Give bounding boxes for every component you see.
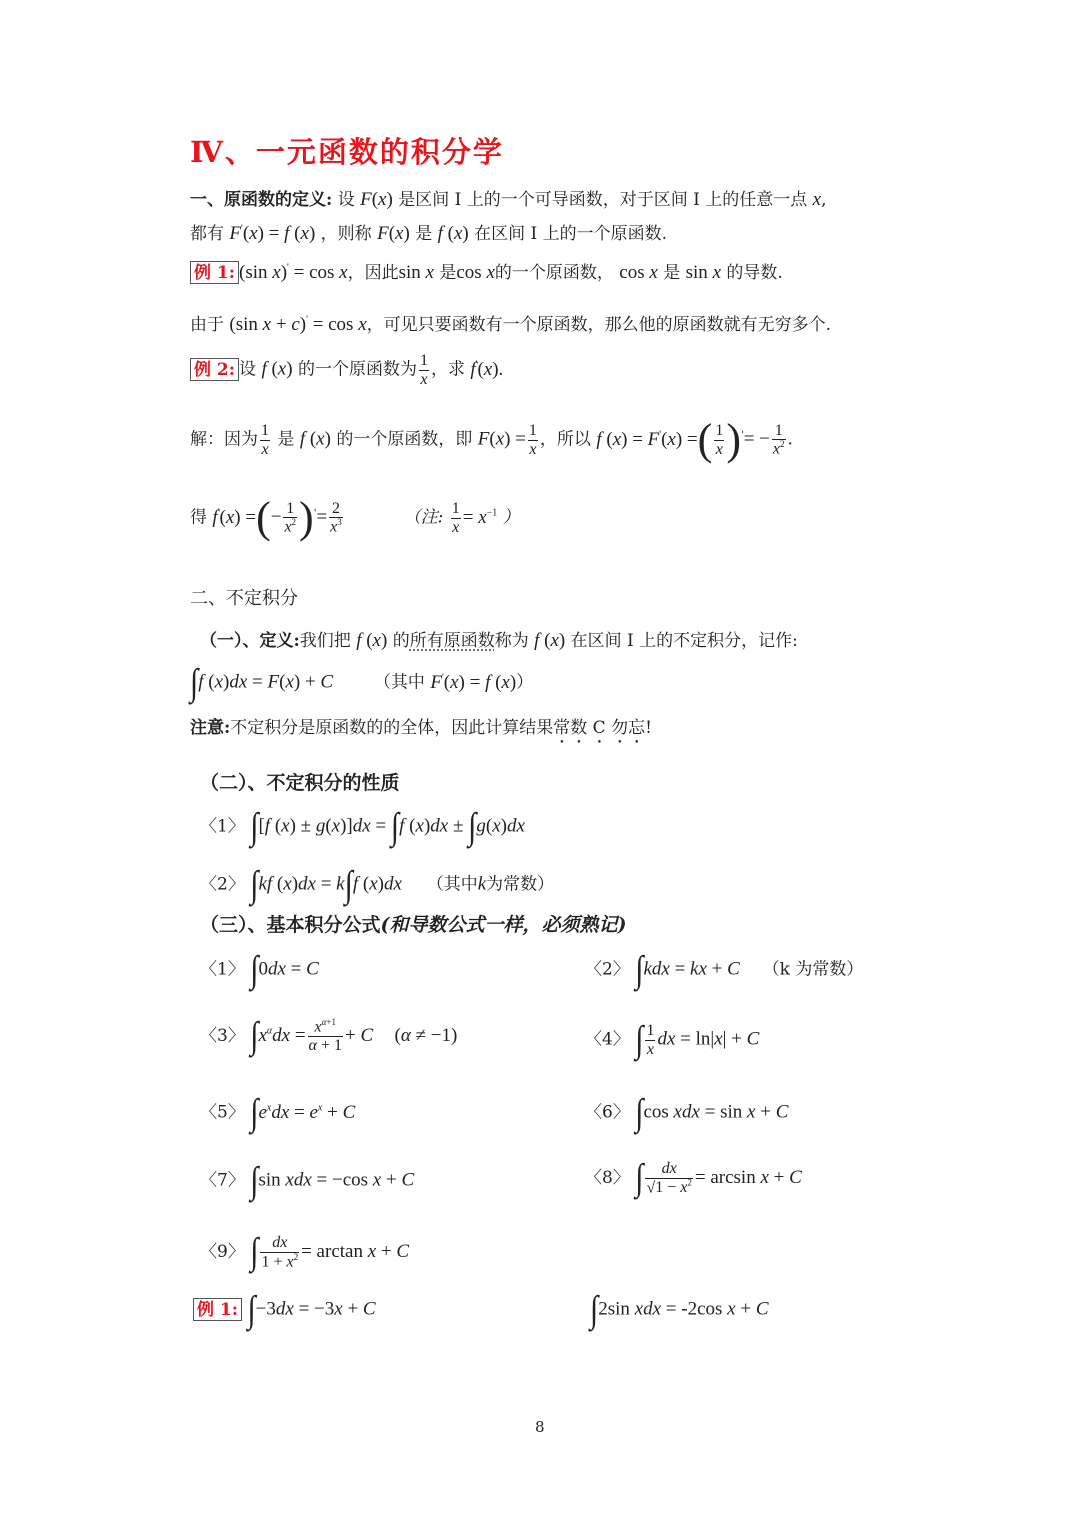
definition-indefinite-line: （一）、定义:我们把 f (x) 的所有原函数称为 f (x) 在区间 I 上的不定积分，记作: (200, 630, 798, 651)
text: 〈9〉 (200, 1241, 245, 1262)
formula-7: 〈7〉 ∫sin xdx = −cos x + C (200, 1159, 415, 1201)
text: 是区间 I 上的一个可导函数，对于区间 I 上的任意一点 (398, 190, 808, 210)
definition-label: （一）、定义: (200, 631, 300, 651)
text: （三）、基本积分公式 (200, 914, 381, 936)
example-1-label: 例 1: (190, 261, 239, 284)
definition-line-1: 一、原函数的定义: 设 F(x) 是区间 I 上的一个可导函数，对于区间 I 上的任意一点 x, (190, 189, 827, 210)
formulas-heading (200, 916, 627, 935)
example-integral-2: ∫2sin xdx = -2cos x + C (590, 1288, 769, 1330)
text: （其中 (426, 874, 478, 895)
formula-4: 〈4〉 ∫ $\frac{1}{x}$ dx = ln|x| + C (585, 1018, 760, 1061)
formula-6: 〈6〉 ∫cos xdx = sin x + C (585, 1091, 789, 1133)
text: 的 (392, 631, 410, 651)
indefinite-integral-formula: ∫f (x)dx = F(x) + C （其中 F'(x) = f (x)） (190, 661, 534, 703)
emphasized-text: 常数 C 勿忘 (553, 718, 646, 738)
text: 〈3〉 (200, 1025, 245, 1046)
text: ，因此 (347, 263, 399, 283)
text: 〈1〉 (200, 959, 245, 980)
section-heading-2: 二、不定积分 (190, 588, 298, 609)
text: ，求 (430, 359, 465, 380)
example-integral-1: 例 1: ∫−3dx = −3x + C (193, 1295, 376, 1325)
solution-line: 解：因为 $\frac{1}{x}$ 是 f (x) 的一个原函数，即 F(x) = $\frac{1}{x}$ ，所以 f (x) = F'(x) =( $\frac{1}{x}$ )'= − $\frac{1}{x^2}$ . (190, 415, 793, 464)
text: ，可见只要函数有一个原函数，那么他的原函数就有无穷多个. (366, 315, 832, 335)
text: （其中 (373, 672, 425, 693)
example-1-line: 例 1: (sin x)' = cos x，因此sin x 是cos x的一个原函数， cos x 是 sin x 的导数. (190, 263, 783, 282)
text: 的一个原函数， (494, 263, 614, 283)
text: 〈6〉 (585, 1102, 630, 1123)
properties-heading: （二）、不定积分的性质 (200, 772, 400, 794)
text: 〈2〉 (200, 874, 245, 895)
text: 〈5〉 (200, 1102, 245, 1123)
text: 是 (439, 263, 457, 283)
formula-1: 〈1〉 ∫0dx = C (200, 948, 319, 990)
example-2-line: 例 2: 设 f (x) 的一个原函数为 $\frac{1}{x}$ ，求 f'(x). (190, 352, 503, 388)
text: 是 (415, 224, 433, 244)
property-1: 〈1〉 ∫[f (x) ± g(x)]dx = ∫f (x)dx ± ∫g(x)dx (200, 805, 525, 847)
text: 〈7〉 (200, 1170, 245, 1191)
page-title: Ⅳ、一元函数的积分学 (190, 135, 504, 169)
formula-9: 〈9〉 ∫ $\frac{dx}{1 + x^2}$ = arctan x + C (200, 1231, 410, 1273)
text: 是 (277, 429, 295, 450)
text: 得 (190, 507, 207, 528)
derivative-line: 得 f'(x) =(− $\frac{1}{x^2}$ )'= $\frac{2}{x^3}$ （注: $\frac{1}{x}$ = $x^{-1}$ ） (190, 493, 520, 542)
text: ，则称 (320, 224, 372, 244)
dotted-emphasis: 所有原函数 (409, 631, 495, 651)
text: (和导数公式一样，必须熟记) (380, 914, 627, 936)
text: 的一个原函数，即 (336, 429, 473, 450)
property-2: 〈2〉 ∫kf (x)dx = k∫f (x)dx （其中k为常数） (200, 863, 555, 905)
text: 〈4〉 (585, 1029, 630, 1050)
remark-line: 由于 (sin x + c)' = cos x，可见只要函数有一个原函数，那么他的原函数就有无穷多个. (190, 314, 832, 335)
note-text: （注: (403, 507, 444, 528)
text: 解：因为 (190, 429, 258, 450)
text: 设 (239, 359, 257, 380)
section-heading-1: 一、原函数的定义: (190, 190, 333, 210)
text: 〈2〉 (585, 959, 630, 980)
text: 设 (337, 190, 355, 210)
text: 由于 (190, 315, 224, 335)
page-number: 8 (535, 1418, 545, 1436)
formula-3: 〈3〉 $\int x^\alpha dx$ = $\frac{x^{\alpha+1}}{\alpha + 1}$ + C (α ≠ −1) (200, 1015, 458, 1057)
formula-5: 〈5〉 $\int e^xdx = e^x + C$ (200, 1091, 356, 1133)
text: ，所以 (539, 429, 591, 450)
note-text: ） (502, 507, 520, 528)
text: 在区间 I 上的一个原函数. (474, 224, 668, 244)
text: 为常数） (486, 874, 555, 895)
example-2-label: 例 2: (190, 358, 239, 381)
text: 〈1〉 (200, 816, 245, 837)
text: 的一个原函数为 (297, 359, 417, 380)
text: 我们把 (299, 631, 351, 651)
text: （k 为常数） (762, 959, 864, 980)
attention-line (190, 718, 652, 748)
text: ! (645, 718, 652, 738)
formula-8: 〈8〉 ∫ $\frac{dx}{√1 - x^2}$ = arcsin x + C (585, 1157, 802, 1199)
example-label: 例 1: (193, 1298, 242, 1321)
text: ） (516, 672, 534, 693)
text: 是 (663, 263, 681, 283)
definition-line-2: 都有 F'(x) = f (x) ，则称 F(x) 是 f (x) 在区间 I 上的一个原函数. (190, 223, 668, 244)
text: 不定积分是原函数的的全体，因此计算结果 (230, 718, 554, 738)
text: 称为 (494, 631, 529, 651)
text: 在区间 I 上的不定积分，记作: (570, 631, 798, 651)
attention-label: 注意: (190, 718, 231, 738)
formula-2: 〈2〉 ∫kdx = kx + C （k 为常数） (585, 948, 864, 990)
text: 的导数. (726, 263, 783, 283)
text: 〈8〉 (585, 1167, 630, 1188)
text: 都有 (190, 224, 224, 244)
